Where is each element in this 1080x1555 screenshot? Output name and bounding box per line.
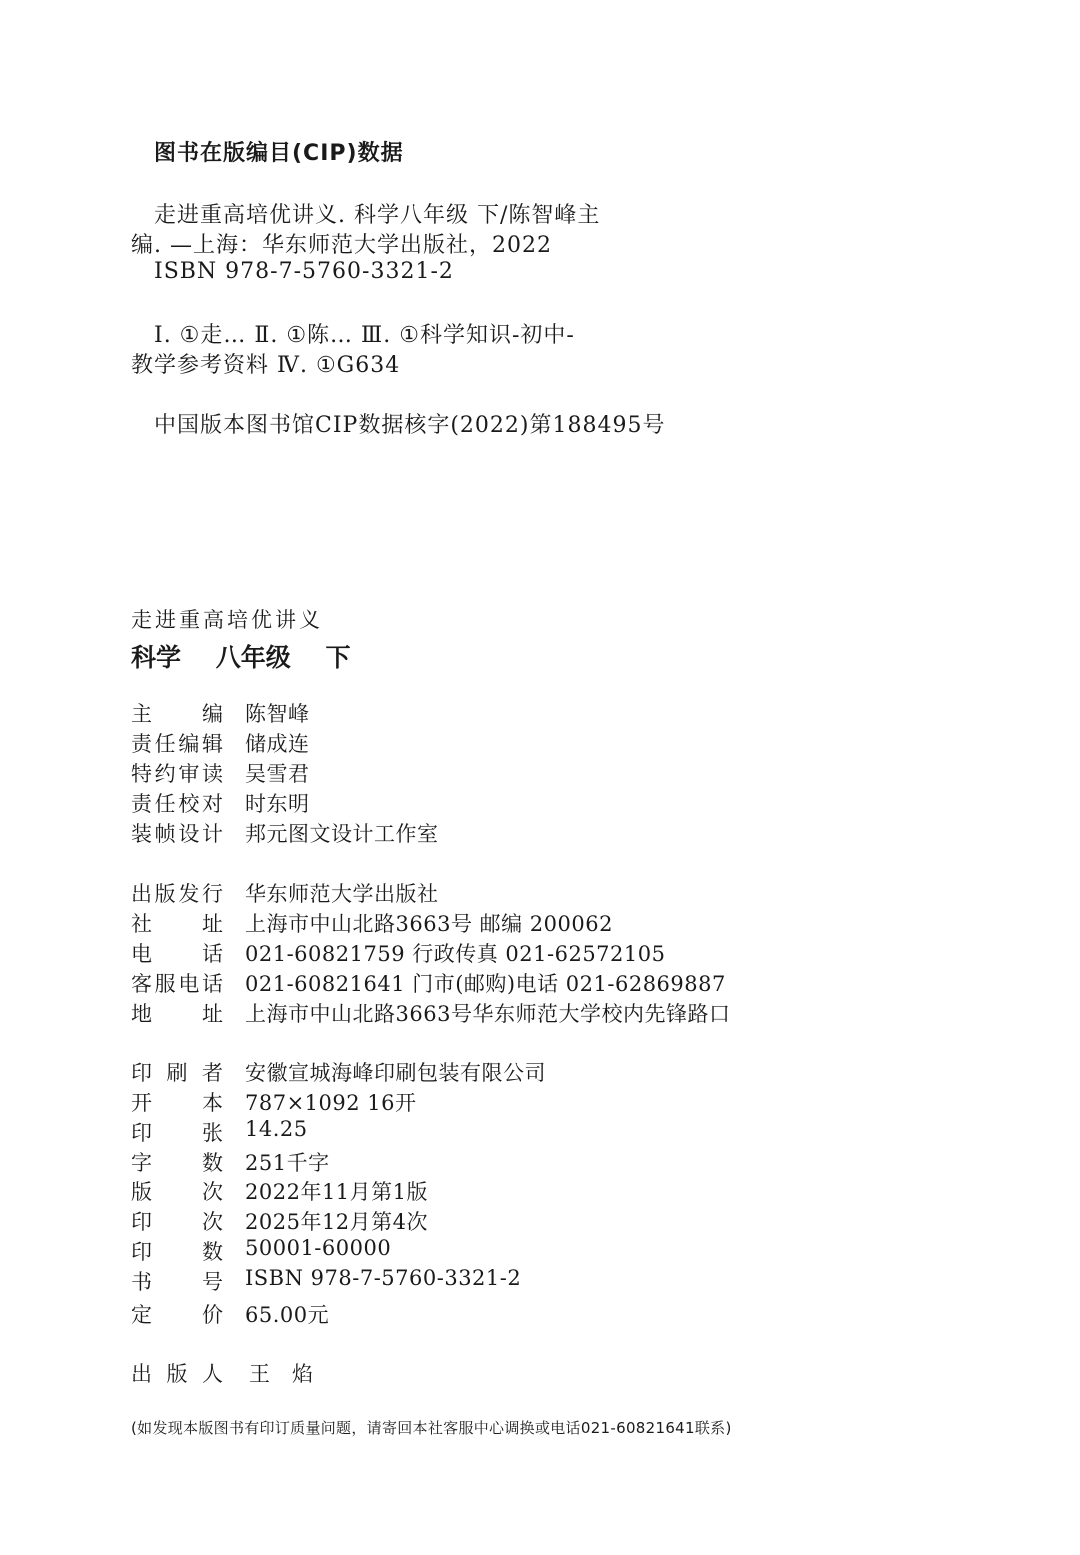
publisher-row-label: 电 话	[131, 942, 223, 966]
credit-row-value: 吴雪君	[245, 762, 310, 786]
publisher-row-label: 社 址	[131, 912, 223, 936]
printing-row-label: 印 刷 者	[131, 1061, 223, 1085]
publisher-row-value: 上海市中山北路3663号 邮编 200062	[245, 912, 613, 936]
publisher-row-value: 021-60821641 门市(邮购)电话 021-62869887	[245, 972, 726, 996]
publisher-person-row	[131, 1358, 335, 1388]
publisher-row-value: 上海市中山北路3663号华东师范大学校内先锋路口	[245, 1002, 731, 1026]
printing-row-label: 定 价	[131, 1303, 223, 1327]
credit-row	[131, 758, 310, 788]
printing-row-value: 251千字	[245, 1151, 330, 1175]
publisher-person-row-value: 王焰	[249, 1362, 335, 1386]
book-title	[131, 638, 376, 674]
printing-row-label: 印 张	[131, 1121, 223, 1145]
cip-line-2: 编. —上海：华东师范大学出版社，2022	[131, 233, 552, 258]
printing-row	[131, 1236, 391, 1266]
publisher-person-row-label: 出 版 人	[131, 1362, 223, 1386]
credit-row-value: 储成连	[245, 732, 310, 756]
cip-record-number: 中国版本图书馆CIP数据核字(2022)第188495号	[154, 413, 666, 438]
footnote: (如发现本版图书有印订质量问题，请寄回本社客服中心调换或电话021-60821641联系)	[131, 1419, 732, 1437]
credit-row-label: 责 任 编 辑	[131, 732, 223, 756]
credit-row-label: 责 任 校 对	[131, 792, 223, 816]
printing-row	[131, 1117, 308, 1147]
printing-row-label: 书 号	[131, 1270, 223, 1294]
credit-row-label: 主 编	[131, 702, 223, 726]
publisher-row-value: 华东师范大学出版社	[245, 882, 439, 906]
cip-classification-1: Ⅰ. ①走… Ⅱ. ①陈… Ⅲ. ①科学知识-初中-	[154, 323, 575, 348]
printing-row-value: 14.25	[245, 1117, 308, 1141]
book-volume: 下	[325, 643, 351, 672]
series-title: 走进重高培优讲义	[131, 608, 323, 632]
printing-row-value: ISBN 978-7-5760-3321-2	[245, 1266, 522, 1290]
publisher-row	[131, 998, 730, 1028]
credit-row-value: 邦元图文设计工作室	[245, 822, 439, 846]
printing-row	[131, 1299, 329, 1329]
printing-row	[131, 1206, 428, 1236]
printing-row-value: 65.00元	[245, 1303, 330, 1327]
publisher-row-label: 客 服 电 话	[131, 972, 223, 996]
printing-row-value: 787×1092 16开	[245, 1091, 417, 1115]
printing-row	[131, 1087, 417, 1117]
publisher-row-label: 地 址	[131, 1002, 223, 1026]
publisher-row	[131, 938, 665, 968]
publisher-row-value: 021-60821759 行政传真 021-62572105	[245, 942, 666, 966]
printing-row-value: 2022年11月第1版	[245, 1180, 429, 1204]
cip-isbn: ISBN 978-7-5760-3321-2	[154, 259, 454, 284]
printing-row-value: 50001-60000	[245, 1236, 392, 1260]
printing-row-label: 版 次	[131, 1180, 223, 1204]
printing-row	[131, 1176, 428, 1206]
cip-title: 图书在版编目(CIP)数据	[154, 141, 404, 166]
credit-row-label: 装 帧 设 计	[131, 822, 223, 846]
publisher-row-label: 出 版 发 行	[131, 882, 223, 906]
printing-row-value: 2025年12月第4次	[245, 1210, 429, 1234]
book-grade: 八年级	[215, 643, 291, 672]
printing-row	[131, 1057, 546, 1087]
cip-line-1: 走进重高培优讲义. 科学八年级 下/陈智峰主	[154, 203, 601, 228]
printing-row-label: 印 次	[131, 1210, 223, 1234]
credit-row-value: 时东明	[245, 792, 310, 816]
book-subject: 科学	[131, 643, 182, 672]
credit-row-value: 陈智峰	[245, 702, 310, 726]
publisher-row	[131, 908, 613, 938]
credit-row	[131, 698, 310, 728]
credit-row	[131, 728, 310, 758]
printing-row	[131, 1147, 330, 1177]
printing-row-label: 字 数	[131, 1151, 223, 1175]
printing-row-label: 印 数	[131, 1240, 223, 1264]
publisher-row	[131, 968, 726, 998]
publisher-row	[131, 878, 439, 908]
printing-row-label: 开 本	[131, 1091, 223, 1115]
credit-row-label: 特 约 审 读	[131, 762, 223, 786]
credit-row	[131, 788, 310, 818]
printing-row-value: 安徽宣城海峰印刷包装有限公司	[245, 1061, 546, 1085]
cip-classification-2: 教学参考资料 Ⅳ. ①G634	[131, 353, 401, 378]
credit-row	[131, 818, 439, 848]
printing-row	[131, 1266, 521, 1296]
